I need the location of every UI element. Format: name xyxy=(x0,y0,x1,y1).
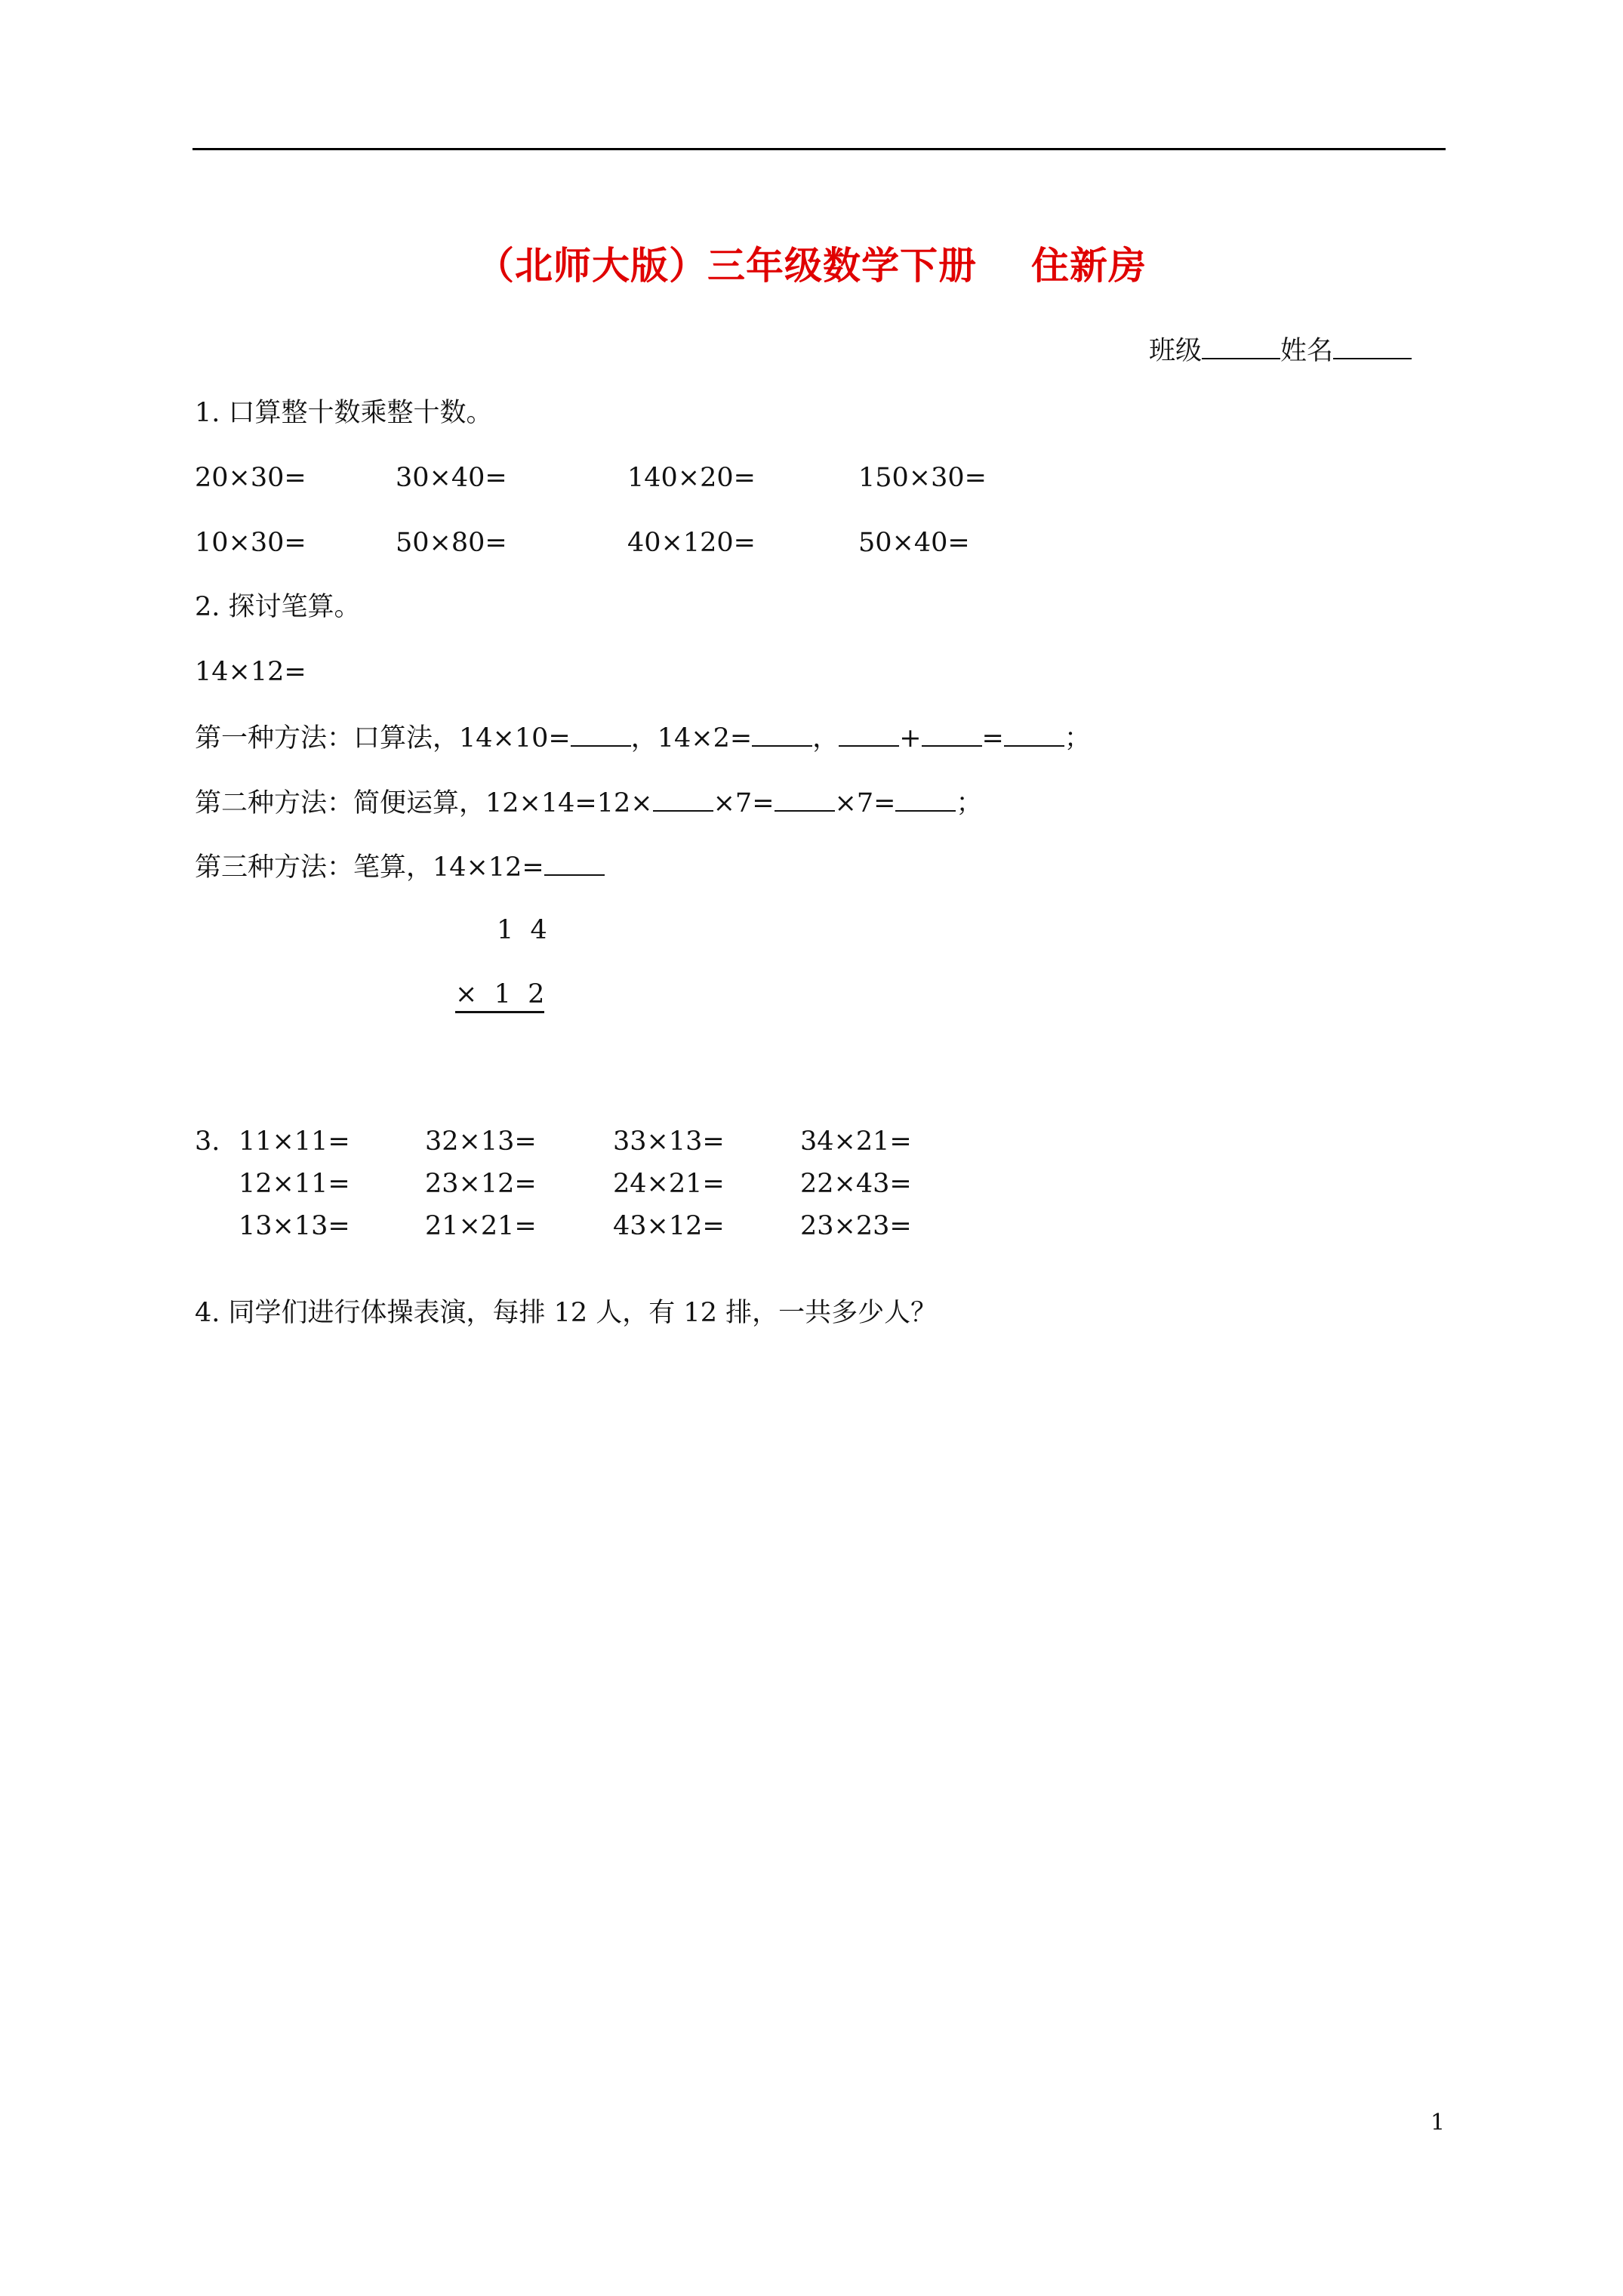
name-label: 姓名 xyxy=(1280,336,1334,366)
m3-blank-1[interactable] xyxy=(544,850,605,876)
q1-r1-c4: 150×30= xyxy=(858,463,987,493)
q1-r2-c4: 50×40= xyxy=(858,528,970,558)
title-part-1: （北师大版）三年级数学下册 xyxy=(476,243,977,288)
q3-r3-c1: 13×13= xyxy=(239,1211,350,1241)
q3-r3-c2: 21×21= xyxy=(425,1211,537,1241)
q1-prompt: 1. 口算整十数乘整十数。 xyxy=(195,398,493,428)
vertical-multiplier: × 1 2 xyxy=(455,979,544,1013)
m1-blank-4[interactable] xyxy=(922,721,982,747)
vertical-multiplicand: 1 4 xyxy=(497,915,547,945)
title-part-2: 住新房 xyxy=(1031,243,1147,288)
class-label: 班级 xyxy=(1149,336,1203,366)
q3-r1-c2: 32×13= xyxy=(425,1126,537,1157)
q3-r2-c2: 23×12= xyxy=(425,1169,537,1199)
q3-r3-c3: 43×12= xyxy=(613,1211,725,1241)
q3-r2-c3: 24×21= xyxy=(613,1169,725,1199)
m1-blank-3[interactable] xyxy=(839,721,899,747)
worksheet-title xyxy=(0,236,1623,290)
q2-method-3: 第三种方法：笔算，14×12= xyxy=(195,850,605,883)
q2-method-2: 第二种方法：简便运算，12×14=12× ×7= ×7= ； xyxy=(195,786,982,818)
class-blank[interactable] xyxy=(1202,334,1280,359)
q1-r1-c2: 30×40= xyxy=(396,463,507,493)
q1-r2-c3: 40×120= xyxy=(627,528,756,558)
m2-blank-3[interactable] xyxy=(895,786,956,812)
q1-r2-c1: 10×30= xyxy=(195,528,306,558)
q3-r2-c1: 12×11= xyxy=(239,1169,350,1199)
q3-r1-c3: 33×13= xyxy=(613,1126,725,1157)
m1-blank-1[interactable] xyxy=(571,721,631,747)
q2-method-1: 第一种方法：口算法，14×10= ，14×2= ， + = ； xyxy=(195,721,1091,754)
m2-blank-2[interactable] xyxy=(775,786,835,812)
q1-r1-c1: 20×30= xyxy=(195,463,306,493)
header-rule xyxy=(192,148,1446,150)
m2-blank-1[interactable] xyxy=(653,786,713,812)
q3-number: 3. xyxy=(195,1126,220,1157)
m1-blank-2[interactable] xyxy=(752,721,812,747)
student-info xyxy=(1149,334,1412,366)
page-number: 1 xyxy=(1431,2110,1446,2136)
q2-expression: 14×12= xyxy=(195,657,306,687)
q3-r1-c4: 34×21= xyxy=(800,1126,912,1157)
q4-prompt: 4. 同学们进行体操表演，每排 12 人，有 12 排，一共多少人？ xyxy=(195,1298,938,1328)
q3-r3-c4: 23×23= xyxy=(800,1211,912,1241)
m1-blank-5[interactable] xyxy=(1004,721,1064,747)
q1-r2-c2: 50×80= xyxy=(396,528,507,558)
name-blank[interactable] xyxy=(1333,334,1412,359)
q1-r1-c3: 140×20= xyxy=(627,463,756,493)
q2-prompt: 2. 探讨笔算。 xyxy=(195,592,361,622)
q3-r1-c1: 11×11= xyxy=(239,1126,350,1157)
q3-r2-c4: 22×43= xyxy=(800,1169,912,1199)
